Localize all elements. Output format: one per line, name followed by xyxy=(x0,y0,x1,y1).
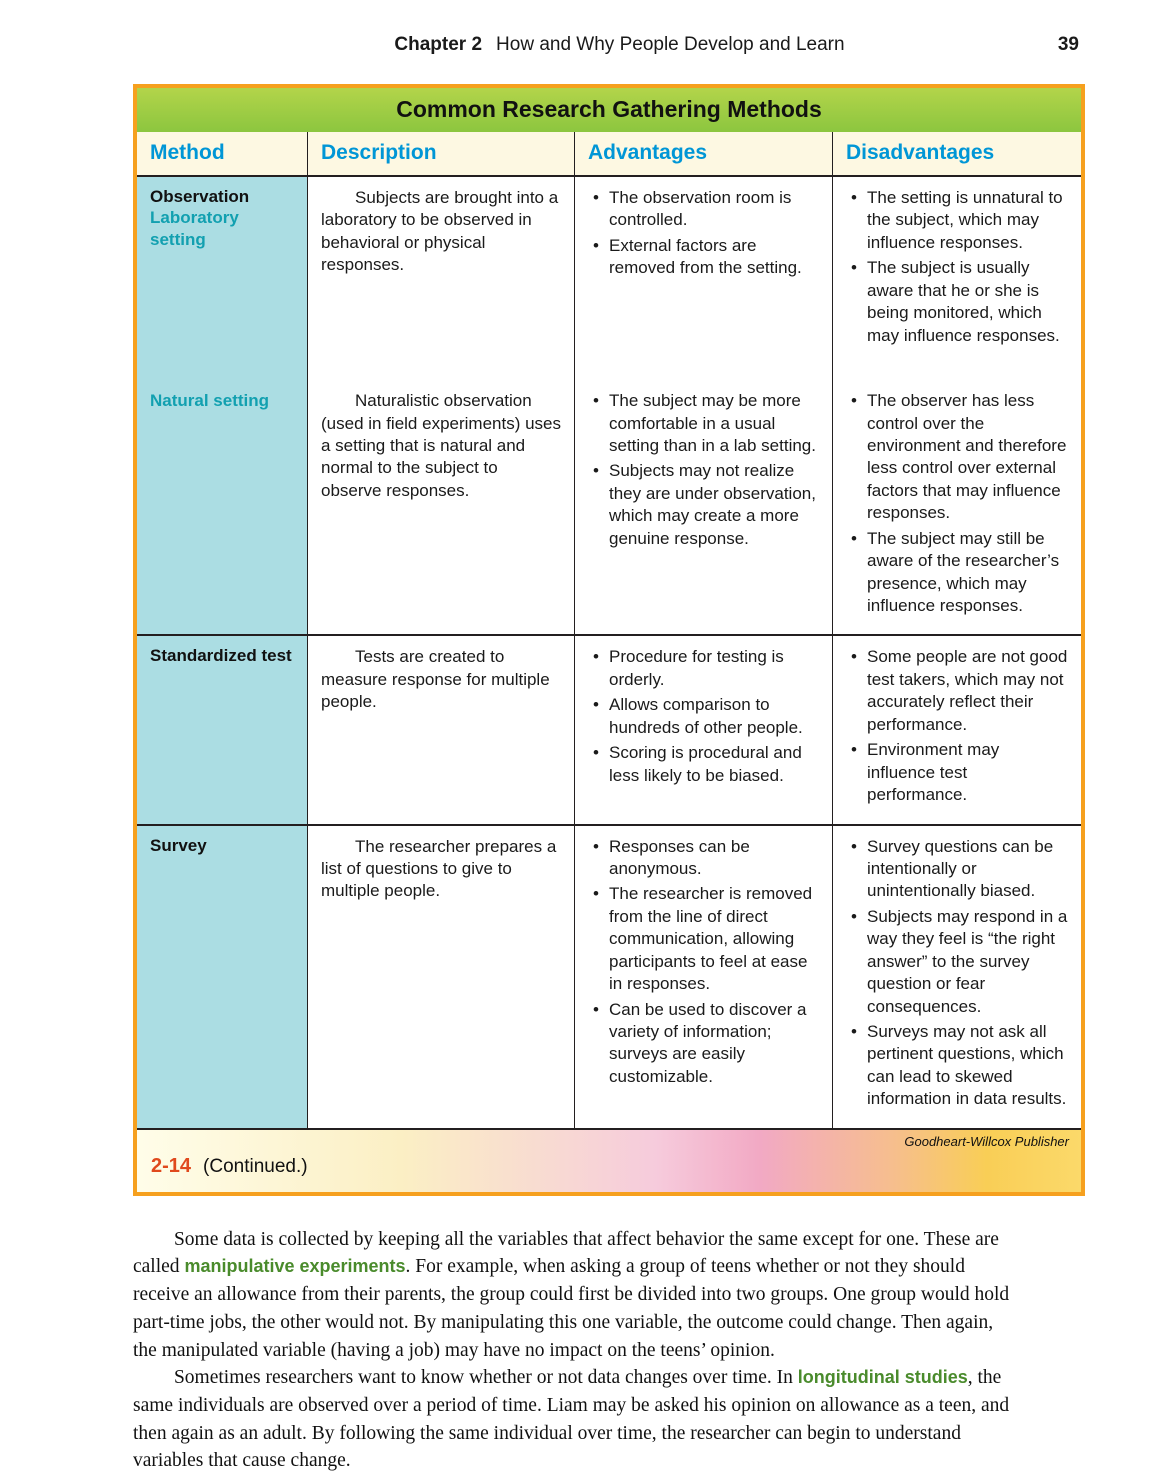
advantages-item: • Allows comparison to hundreds of other people. xyxy=(588,694,820,739)
key-term: longitudinal studies xyxy=(797,1367,968,1388)
key-term: manipulative experiments xyxy=(184,1256,406,1277)
advantages-item: • The subject may be more comfortable in a usual setting than in a lab setting. xyxy=(588,390,820,457)
figure-caption-line xyxy=(151,1155,1069,1178)
table-row xyxy=(137,634,1081,823)
description-cell xyxy=(307,826,574,1128)
caption-bar xyxy=(137,1130,1081,1192)
paragraph xyxy=(133,1364,1015,1475)
chapter-label: Chapter 2 xyxy=(394,34,483,55)
advantages-cell xyxy=(574,636,832,823)
method-cell xyxy=(137,826,307,1128)
column-header-advantages: Advantages xyxy=(574,132,832,175)
page-header xyxy=(0,0,1149,70)
description-cell xyxy=(307,636,574,823)
method-cell xyxy=(137,376,307,634)
disadvantages-item: • The subject may still be aware of the researcher’s presence, which may influence responses. xyxy=(846,528,1069,618)
advantages-cell xyxy=(574,826,832,1128)
description-cell xyxy=(307,376,574,634)
disadvantages-cell xyxy=(832,826,1081,1128)
advantages-item: • Can be used to discover a variety of information; surveys are easily customizable. xyxy=(588,999,820,1089)
paragraph-text: . For example, when asking a group of teens whether or not they should receive an allowance from their parents, the group could first be divided into two groups. One group would hold part-time jobs, the other would not. By manipulating this one variable, the outcome could change. Then again, the manipulated variable (having a job) may have no impact on the teens’ opinion. xyxy=(133,1256,1010,1361)
paragraph-text: Sometimes researchers want to know whether or not data changes over time. In xyxy=(173,1367,798,1389)
disadvantages-item: • Surveys may not ask all pertinent questions, which can lead to skewed information in data results. xyxy=(846,1021,1069,1111)
disadvantages-item: • The observer has less control over the environment and therefore less control over external factors that may influence responses. xyxy=(846,390,1069,525)
figure-caption: (Continued.) xyxy=(203,1155,308,1177)
method-cell xyxy=(137,177,307,376)
description-cell xyxy=(307,177,574,376)
chapter-title: How and Why People Develop and Learn xyxy=(496,34,845,55)
advantages-cell xyxy=(574,177,832,376)
advantages-list xyxy=(588,646,820,787)
disadvantages-item: • Environment may influence test performance. xyxy=(846,739,1069,806)
table-title: Common Research Gathering Methods xyxy=(137,88,1081,132)
table-row xyxy=(137,376,1081,634)
disadvantages-item: • Subjects may respond in a way they feel is “the right answer” to the survey question or fear consequences. xyxy=(846,906,1069,1018)
table-body xyxy=(137,177,1081,1130)
advantages-item: • Procedure for testing is orderly. xyxy=(588,646,820,691)
body-text xyxy=(133,1226,1015,1475)
figure-number: 2-14 xyxy=(151,1154,192,1177)
disadvantages-item: • Some people are not good test takers, which may not accurately reflect their performance. xyxy=(846,646,1069,736)
disadvantages-item: • The setting is unnatural to the subject, which may influence responses. xyxy=(846,187,1069,254)
advantages-list xyxy=(588,390,820,550)
advantages-item: • Subjects may not realize they are under observation, which may create a more genuine response. xyxy=(588,460,820,550)
paragraph-text: , the same individuals are observed over a period of time. Liam may be asked his opinion on allowance as a teen, and then again as an adult. By following the same individual over time, the researcher can begin to understand variables that cause change. xyxy=(133,1367,1010,1472)
advantages-item: • External factors are removed from the setting. xyxy=(588,235,820,280)
advantages-list xyxy=(588,187,820,280)
method-label: Natural setting xyxy=(150,391,270,411)
description-text: The researcher prepares a list of questions to give to multiple people. xyxy=(321,836,557,901)
advantages-cell xyxy=(574,376,832,634)
paragraph xyxy=(133,1226,1015,1364)
method-label: Survey xyxy=(150,835,207,855)
column-header-disadvantages: Disadvantages xyxy=(832,132,1081,175)
paragraph-text: Some data is collected by keeping all the variables that affect behavior the same except for one. These are called xyxy=(133,1228,999,1278)
disadvantages-list xyxy=(846,390,1069,617)
table-row xyxy=(137,824,1081,1128)
publisher-credit: Goodheart-Willcox Publisher xyxy=(904,1133,1069,1149)
disadvantages-cell xyxy=(832,177,1081,376)
research-methods-table xyxy=(133,84,1085,1196)
advantages-item: • Responses can be anonymous. xyxy=(588,836,820,881)
method-label: Observation xyxy=(150,187,250,206)
disadvantages-item: • Survey questions can be intentionally or unintentionally biased. xyxy=(846,836,1069,903)
method-cell xyxy=(137,636,307,823)
column-header-description: Description xyxy=(307,132,574,175)
disadvantages-item: • The subject is usually aware that he or she is being monitored, which may influence responses. xyxy=(846,257,1069,347)
description-text: Naturalistic observation (used in field experiments) uses a setting that is natural and normal to the subject to observe responses. xyxy=(321,391,562,500)
description-text: Subjects are brought into a laboratory to be observed in behavioral or physical responses. xyxy=(321,188,559,275)
column-header-method: Method xyxy=(150,141,225,164)
advantages-item: • Scoring is procedural and less likely to be biased. xyxy=(588,742,820,787)
disadvantages-list xyxy=(846,646,1069,806)
advantages-item: • The researcher is removed from the line of direct communication, allowing participants to feel at ease in responses. xyxy=(588,883,820,995)
disadvantages-list xyxy=(846,836,1069,1111)
table-row xyxy=(137,177,1081,376)
advantages-list xyxy=(588,836,820,1089)
page-number: 39 xyxy=(1057,34,1079,55)
method-label: Laboratory setting xyxy=(150,208,239,249)
disadvantages-list xyxy=(846,187,1069,347)
advantages-item: • The observation room is controlled. xyxy=(588,187,820,232)
disadvantages-cell xyxy=(832,636,1081,823)
running-head xyxy=(0,34,1149,56)
description-text: Tests are created to measure response for multiple people. xyxy=(321,647,550,712)
method-label: Standardized test xyxy=(150,646,292,666)
disadvantages-cell xyxy=(832,376,1081,634)
table-header-row xyxy=(137,132,1081,177)
